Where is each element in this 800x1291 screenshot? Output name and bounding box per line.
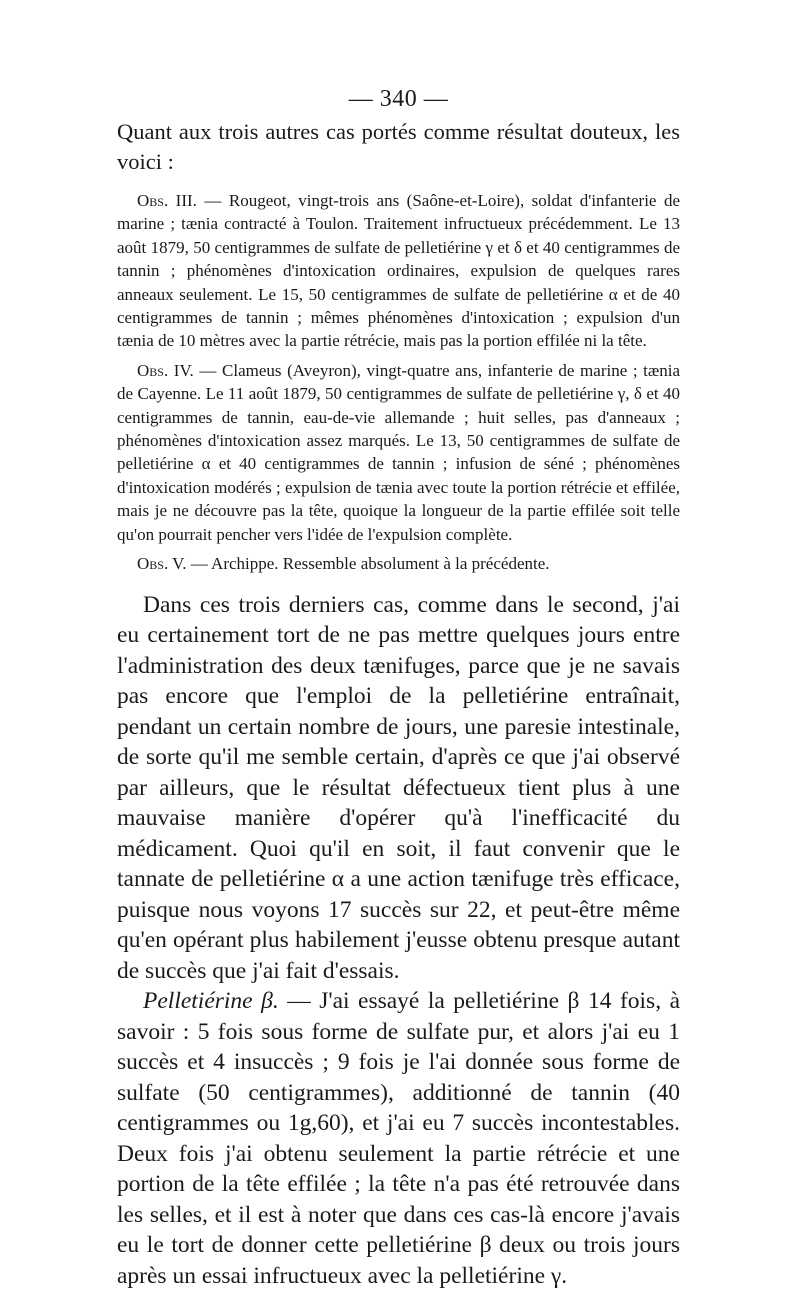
observation-4 xyxy=(117,359,680,546)
observation-text: — Clameus (Aveyron), vingt-quatre ans, infanterie de marine ; tænia de Cayenne. Le 11 août 1879, 50 centigrammes de sulfate de pelletiérine γ, δ et 40 centigrammes de tannin, eau-de-vie allemande ; huit selles, pas d'anneaux ; phénomènes d'intoxication assez marqués. Le 13, 50 centigrammes de sulfate de pelletiérine α et 40 centigrammes de tannin ; infusion de séné ; phénomènes d'intoxication modérés ; expulsion de tænia avec toute la portion rétrécie et effilée, mais je ne découvre pas la tête, quoique la longueur de la partie effilée soit telle qu'on pourrait pencher vers l'idée de l'expulsion complète. xyxy=(117,360,680,544)
observation-3 xyxy=(117,189,680,353)
observation-5 xyxy=(117,552,680,575)
paragraph-heading: Pelletiérine β. xyxy=(143,988,279,1014)
discussion-paragraph xyxy=(117,590,680,987)
observation-label: Obs. IV. xyxy=(137,360,194,380)
paragraph-text: Dans ces trois derniers cas, comme dans le second, j'ai eu certainement tort de ne pas mettre quelques jours entre l'administration des deux tænifuges, parce que je ne savais pas encore que l'emploi de la pelletiérine entraînait, pendant un certain nombre de jours, une paresie intestinale, de sorte qu'il me semble certain, d'après ce que j'ai observé par ailleurs, que le résultat défectueux tient plus à une mauvaise manière d'opérer qu'à l'inefficacité du médicament. Quoi qu'il en soit, il faut convenir que le tannate de pelletiérine α a une action tænifuge très efficace, puisque nous voyons 17 succès sur 22, et peut-être même qu'en opérant plus habilement j'eusse obtenu presque autant de succès que j'ai fait d'essais. xyxy=(117,591,680,984)
observation-label: Obs. V. xyxy=(137,554,187,574)
observation-text: — Rougeot, vingt-trois ans (Saône-et-Loire), soldat d'infanterie de marine ; tænia contracté à Toulon. Traitement infructueux précédemment. Le 13 août 1879, 50 centigrammes de sulfate de pelletiérine γ et δ et 40 centigrammes de tannin ; phénomènes d'intoxication ordinaires, expulsion de quelques rares anneaux seulement. Le 15, 50 centigrammes de sulfate de pelletiérine α et de 40 centigrammes de tannin ; mêmes phénomènes d'intoxication ; expulsion d'un tænia de 10 mètres avec la partie rétrécie, mais pas la portion effilée ni la tête. xyxy=(117,191,680,351)
intro-sentence: Quant aux trois autres cas portés comme résultat douteux, les voici : xyxy=(117,119,680,174)
page-number: — 340 — xyxy=(348,86,449,112)
observation-label: Obs. III. xyxy=(137,191,197,210)
observation-text: — Archippe. Ressemble absolument à la précédente. xyxy=(186,554,550,574)
paragraph-text: — J'ai essayé la pelletiérine β 14 fois, à savoir : 5 fois sous forme de sulfate pur, et alors j'ai eu 1 succès et 4 insuccès ; 9 fois je l'ai donnée sous forme de sulfate (50 centigrammes), additionné de tannin (40 centigrammes ou 1g,60), et j'ai eu 7 succès incontestables. Deux fois j'ai obtenu seulement la partie rétrécie et une portion de la tête effilée ; la tête n'a pas été retrouvée dans les selles, et il est à noter que dans ces cas-là encore j'avais eu le tort de donner cette pelletiérine β deux ou trois jours après un essai infructueux avec la pelletiérine γ. xyxy=(117,988,680,1289)
pelletierine-beta-paragraph xyxy=(117,986,680,1291)
